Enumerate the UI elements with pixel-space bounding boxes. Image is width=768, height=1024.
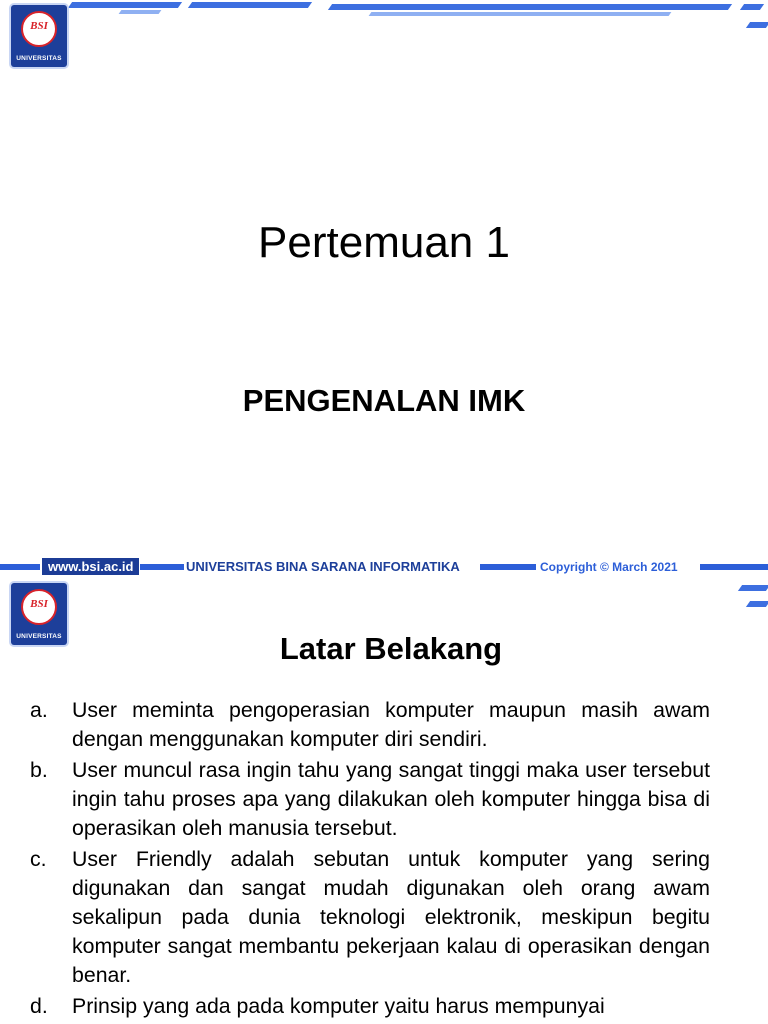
footer-stripe [480,564,536,570]
header-stripe [328,4,732,10]
header-stripe [746,601,768,607]
footer-stripe [700,564,768,570]
list-item-text: User muncul rasa ingin tahu yang sangat tinggi maka user tersebut ingin tahu proses apa yang dilakukan oleh komputer hingga bisa di operasikan oleh manusia tersebut. [72,758,710,840]
list-marker: d. [30,994,48,1018]
logo-text: UNIVERSITAS [16,633,62,640]
list-item [30,845,710,990]
list-item-text: User Friendly adalah sebutan untuk komputer yang sering digunakan dan sangat mudah digunakan oleh orang awam sekalipun pada dunia teknologi elektronik, meskipun begitu komputer sangat membantu pekerjaan kalau di operasikan dengan benar. [72,847,710,987]
list-marker: c. [30,847,47,871]
logo-mark: BSI [30,20,48,32]
slide-subtitle-text: PENGENALAN IMK [242,383,526,418]
list-item-text: Prinsip yang ada pada komputer yaitu harus mempunyai [72,994,605,1018]
list-item-text: User meminta pengoperasian komputer maupun masih awam dengan menggunakan komputer diri sendiri. [72,698,710,751]
header-stripe [746,22,768,28]
slide-content [0,581,768,1024]
footer-university: UNIVERSITAS BINA SARANA INFORMATIKA [186,559,460,574]
list-item [30,992,710,1021]
footer-url: www.bsi.ac.id [42,558,139,575]
header-stripe [119,10,162,14]
slide-heading: Latar Belakang [279,631,503,666]
footer-stripe [140,564,184,570]
slide-footer [0,553,768,581]
header-stripe [740,4,764,10]
list-marker: a. [30,698,48,722]
list-item [30,696,710,754]
content-list [30,696,710,1023]
header-stripe [68,2,182,8]
header-stripe [738,585,768,591]
list-marker: b. [30,758,48,782]
university-logo [11,5,67,67]
header-stripe [188,2,312,8]
footer-stripe [0,564,40,570]
slide-title-text: Pertemuan 1 [258,218,510,267]
footer-copyright: Copyright © March 2021 [540,560,678,574]
list-item [30,756,710,843]
logo-text: UNIVERSITAS [16,55,62,62]
logo-mark: BSI [30,598,48,610]
header-stripe [369,12,672,16]
